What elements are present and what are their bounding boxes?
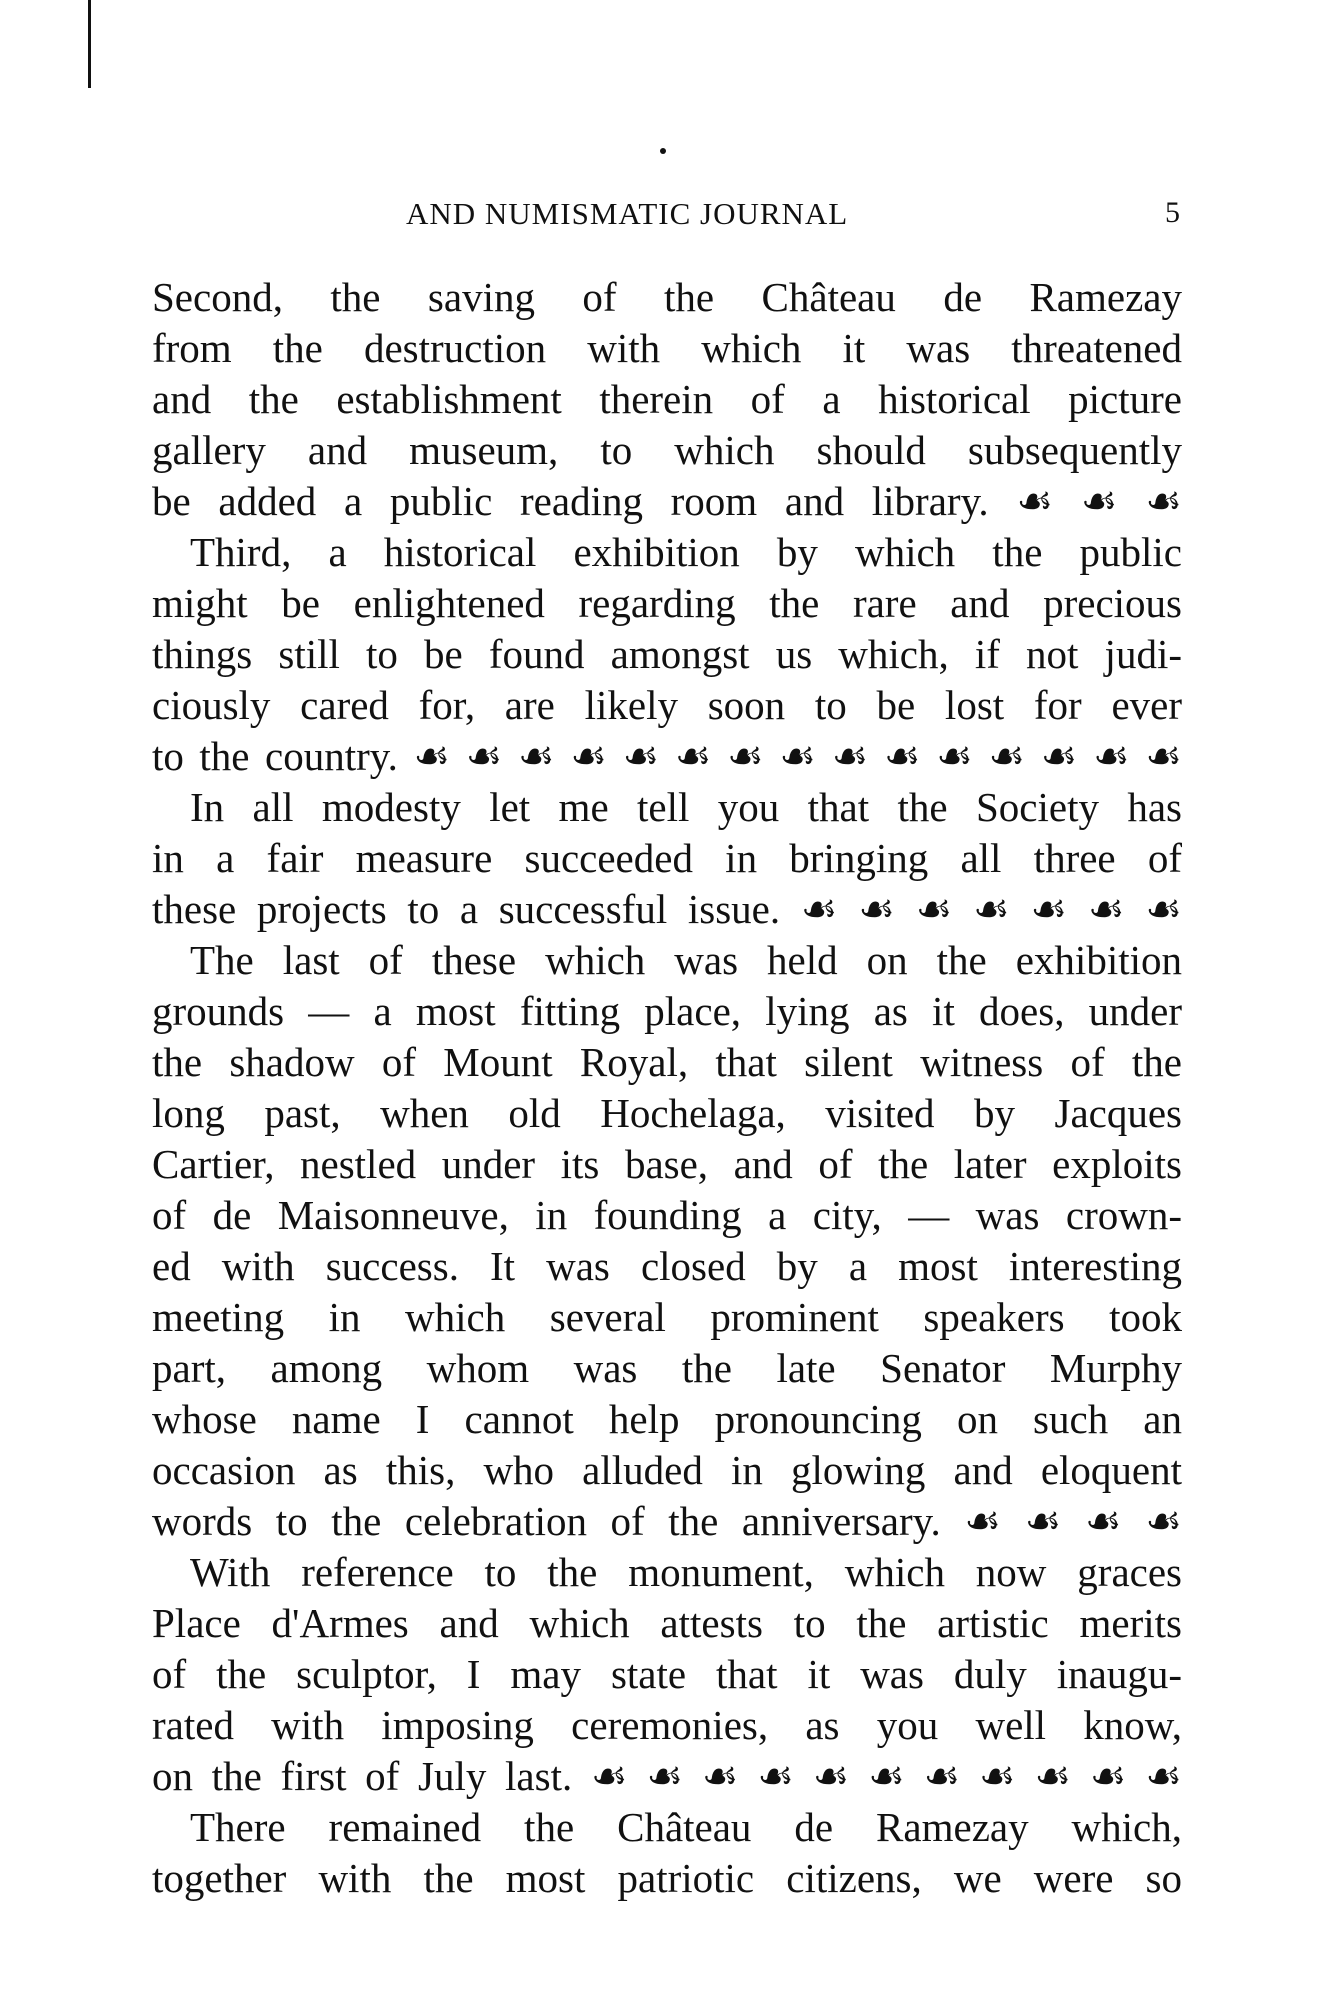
text-line: of the sculptor, I may state that it was duly inaugu- <box>152 1651 1182 1697</box>
text-line: to the country. ☙ ☙ ☙ ☙ ☙ ☙ ☙ ☙ ☙ ☙ ☙ ☙ ☙ ☙ ☙ <box>152 733 1182 779</box>
text-line: grounds — a most fitting place, lying as it does, under <box>152 988 1182 1034</box>
text-line: whose name I cannot help pronouncing on such an <box>152 1396 1182 1442</box>
text-line: Place d'Armes and which attests to the artistic merits <box>152 1600 1182 1646</box>
text-line: ed with success. It was closed by a most interesting <box>152 1243 1182 1289</box>
text-line: With reference to the monument, which now graces <box>190 1549 1182 1595</box>
text-line: in a fair measure succeeded in bringing all three of <box>152 835 1182 881</box>
text-line: and the establishment therein of a historical picture <box>152 376 1182 422</box>
page-number: 5 <box>1165 196 1180 229</box>
text-line: rated with imposing ceremonies, as you well know, <box>152 1702 1182 1748</box>
text-line: meeting in which several prominent speakers took <box>152 1294 1182 1340</box>
text-line: In all modesty let me tell you that the Society has <box>190 784 1182 830</box>
text-line: Second, the saving of the Château de Ramezay <box>152 274 1182 320</box>
text-line: gallery and museum, to which should subsequently <box>152 427 1182 473</box>
text-line: The last of these which was held on the exhibition <box>190 937 1182 983</box>
text-line: these projects to a successful issue. ☙ ☙ ☙ ☙ ☙ ☙ ☙ <box>152 886 1182 932</box>
text-line: on the first of July last. ☙ ☙ ☙ ☙ ☙ ☙ ☙ ☙ ☙ ☙ ☙ <box>152 1753 1182 1799</box>
text-line: words to the celebration of the anniversary. ☙ ☙ ☙ ☙ <box>152 1498 1182 1544</box>
text-line: of de Maisonneuve, in founding a city, — was crown- <box>152 1192 1182 1238</box>
scan-edge-mark <box>88 0 91 88</box>
text-line: Third, a historical exhibition by which the public <box>190 529 1182 575</box>
page-header <box>154 196 1180 236</box>
text-line: the shadow of Mount Royal, that silent witness of the <box>152 1039 1182 1085</box>
text-line: Cartier, nestled under its base, and of the later exploits <box>152 1141 1182 1187</box>
text-line: long past, when old Hochelaga, visited by Jacques <box>152 1090 1182 1136</box>
text-line: be added a public reading room and library. ☙ ☙ ☙ <box>152 478 1182 524</box>
text-line: There remained the Château de Ramezay which, <box>190 1804 1182 1850</box>
scan-speck <box>660 148 666 154</box>
text-line: from the destruction with which it was threatened <box>152 325 1182 371</box>
text-line: things still to be found amongst us which, if not judi- <box>152 631 1182 677</box>
text-line: might be enlightened regarding the rare and precious <box>152 580 1182 626</box>
body-text <box>152 272 1182 1904</box>
text-line: ciously cared for, are likely soon to be lost for ever <box>152 682 1182 728</box>
running-head: AND NUMISMATIC JOURNAL <box>406 196 849 231</box>
text-line: part, among whom was the late Senator Murphy <box>152 1345 1182 1391</box>
text-line: together with the most patriotic citizens, we were so <box>152 1855 1182 1901</box>
text-line: occasion as this, who alluded in glowing and eloquent <box>152 1447 1182 1493</box>
